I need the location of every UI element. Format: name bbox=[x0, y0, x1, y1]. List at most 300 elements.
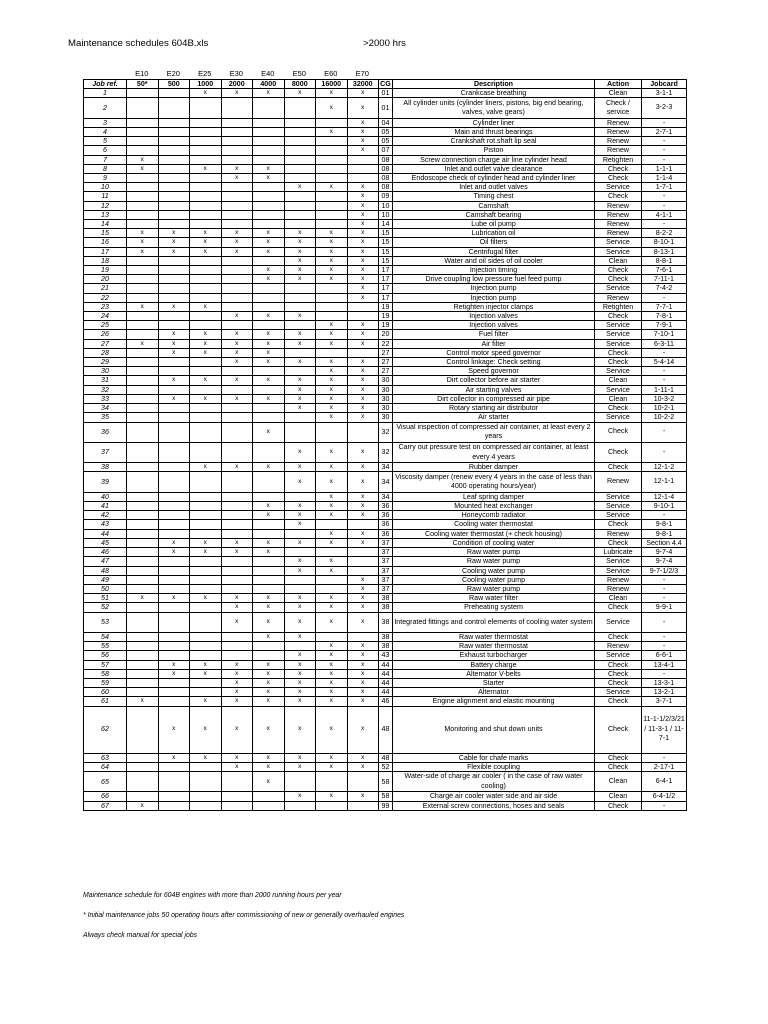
description: Raw water pump bbox=[393, 557, 595, 566]
cg-code: 20 bbox=[379, 330, 393, 339]
interval-mark bbox=[221, 293, 253, 302]
action: Check bbox=[595, 520, 642, 529]
table-row bbox=[84, 385, 687, 394]
interval-mark bbox=[253, 155, 285, 164]
table-row bbox=[84, 678, 687, 687]
interval-mark: x bbox=[158, 594, 190, 603]
interval-mark bbox=[316, 155, 348, 164]
interval-mark: x bbox=[347, 201, 379, 210]
interval-mark: x bbox=[347, 603, 379, 612]
interval-mark bbox=[284, 210, 316, 219]
description: Screw connection charge air line cylinder head bbox=[393, 155, 595, 164]
interval-mark bbox=[347, 801, 379, 810]
action: Check bbox=[595, 632, 642, 641]
jobcard: 9-8-1 bbox=[642, 529, 687, 538]
action: Check bbox=[595, 358, 642, 367]
interval-mark bbox=[221, 385, 253, 394]
interval-mark: x bbox=[316, 394, 348, 403]
interval-mark bbox=[127, 89, 159, 98]
interval-mark: x bbox=[347, 404, 379, 413]
cg-code: 10 bbox=[379, 201, 393, 210]
interval-mark bbox=[158, 404, 190, 413]
jobcard: - bbox=[642, 575, 687, 584]
interval-mark bbox=[221, 651, 253, 660]
table-row bbox=[84, 210, 687, 219]
cg-code: 44 bbox=[379, 660, 393, 669]
jobcard: 5-4-14 bbox=[642, 358, 687, 367]
table-row bbox=[84, 706, 687, 753]
interval-mark bbox=[190, 220, 222, 229]
interval-mark: x bbox=[190, 394, 222, 403]
interval-mark bbox=[284, 302, 316, 311]
jobcard: - bbox=[642, 584, 687, 593]
action: Renew bbox=[595, 293, 642, 302]
jobcard: - bbox=[642, 376, 687, 385]
interval-mark bbox=[190, 584, 222, 593]
cg-code: 17 bbox=[379, 293, 393, 302]
cg-code: 08 bbox=[379, 183, 393, 192]
cg-code: 27 bbox=[379, 358, 393, 367]
description: Dirt collector before air starter bbox=[393, 376, 595, 385]
document-title: Maintenance schedules 604B.xls bbox=[68, 38, 209, 49]
interval-mark: x bbox=[284, 762, 316, 771]
action: Renew bbox=[595, 118, 642, 127]
interval-mark: x bbox=[253, 238, 285, 247]
interval-mark: x bbox=[316, 367, 348, 376]
table-row bbox=[84, 792, 687, 801]
interval-mark: x bbox=[316, 413, 348, 422]
description: Endoscope check of cylinder head and cylinder liner bbox=[393, 174, 595, 183]
interval-mark bbox=[347, 422, 379, 442]
interval-mark: x bbox=[221, 603, 253, 612]
job-ref: 21 bbox=[84, 284, 127, 293]
interval-mark: x bbox=[190, 302, 222, 311]
interval-mark bbox=[127, 502, 159, 511]
interval-mark bbox=[284, 220, 316, 229]
interval-mark bbox=[253, 404, 285, 413]
interval-mark bbox=[190, 442, 222, 462]
interval-mark: x bbox=[347, 660, 379, 669]
interval-mark bbox=[190, 792, 222, 801]
job-ref: 19 bbox=[84, 266, 127, 275]
action: Clean bbox=[595, 394, 642, 403]
interval-mark bbox=[158, 502, 190, 511]
interval-mark bbox=[158, 575, 190, 584]
job-ref: 30 bbox=[84, 367, 127, 376]
interval-mark: x bbox=[316, 511, 348, 520]
job-ref: 43 bbox=[84, 520, 127, 529]
action: Service bbox=[595, 284, 642, 293]
interval-mark: x bbox=[190, 238, 222, 247]
table-row bbox=[84, 229, 687, 238]
jobcard: - bbox=[642, 367, 687, 376]
interval-mark bbox=[221, 275, 253, 284]
table-row bbox=[84, 284, 687, 293]
interval-mark bbox=[221, 642, 253, 651]
cg-code: 15 bbox=[379, 247, 393, 256]
interval-mark bbox=[284, 128, 316, 137]
cg-code: 37 bbox=[379, 548, 393, 557]
interval-mark: x bbox=[284, 603, 316, 612]
interval-mark: x bbox=[347, 137, 379, 146]
interval-mark: x bbox=[284, 594, 316, 603]
footer-note-3: Always check manual for special jobs bbox=[83, 932, 198, 939]
cg-code: 04 bbox=[379, 118, 393, 127]
interval-mark: x bbox=[284, 566, 316, 575]
interval-mark bbox=[221, 413, 253, 422]
interval-mark bbox=[127, 284, 159, 293]
job-ref: 45 bbox=[84, 538, 127, 547]
interval-mark bbox=[190, 210, 222, 219]
table-row bbox=[84, 594, 687, 603]
description: External screw connections, hoses and seals bbox=[393, 801, 595, 810]
interval-mark: x bbox=[253, 376, 285, 385]
interval-mark bbox=[158, 192, 190, 201]
description: Flexible coupling bbox=[393, 762, 595, 771]
job-ref: 39 bbox=[84, 472, 127, 492]
interval-mark bbox=[127, 312, 159, 321]
interval-mark bbox=[158, 266, 190, 275]
table-row bbox=[84, 155, 687, 164]
jobcard: 6-6-1 bbox=[642, 651, 687, 660]
interval-mark bbox=[347, 632, 379, 641]
interval-mark bbox=[190, 651, 222, 660]
interval-mark: x bbox=[190, 164, 222, 173]
interval-mark: x bbox=[316, 612, 348, 632]
cg-code: 19 bbox=[379, 312, 393, 321]
jobcard: 10-2-1 bbox=[642, 404, 687, 413]
interval-mark bbox=[158, 256, 190, 265]
table-row bbox=[84, 529, 687, 538]
action: Check bbox=[595, 706, 642, 753]
description: Leaf spring damper bbox=[393, 492, 595, 501]
table-row bbox=[84, 472, 687, 492]
description: Raw water thermostat bbox=[393, 632, 595, 641]
interval-mark: x bbox=[158, 753, 190, 762]
interval-mark bbox=[347, 520, 379, 529]
interval-mark bbox=[127, 753, 159, 762]
interval-mark: x bbox=[347, 753, 379, 762]
interval-mark bbox=[127, 442, 159, 462]
interval-mark bbox=[253, 256, 285, 265]
interval-mark bbox=[253, 321, 285, 330]
interval-mark: x bbox=[253, 753, 285, 762]
interval-mark: x bbox=[347, 492, 379, 501]
jobcard: 4-1-1 bbox=[642, 210, 687, 219]
table-row bbox=[84, 330, 687, 339]
table-row bbox=[84, 632, 687, 641]
cg-code: 19 bbox=[379, 321, 393, 330]
jobcard: - bbox=[642, 632, 687, 641]
interval-mark: x bbox=[316, 557, 348, 566]
hours-range: >2000 hrs bbox=[363, 38, 406, 49]
interval-mark bbox=[127, 706, 159, 753]
interval-mark: x bbox=[347, 792, 379, 801]
interval-mark bbox=[158, 584, 190, 593]
action: Check bbox=[595, 164, 642, 173]
interval-mark bbox=[127, 118, 159, 127]
col-hours-0: 50* bbox=[127, 80, 159, 89]
description: Injection valves bbox=[393, 321, 595, 330]
interval-mark: x bbox=[221, 678, 253, 687]
interval-mark bbox=[284, 422, 316, 442]
interval-mark bbox=[221, 442, 253, 462]
interval-mark bbox=[158, 520, 190, 529]
interval-mark bbox=[158, 651, 190, 660]
interval-mark: x bbox=[221, 229, 253, 238]
interval-mark bbox=[127, 321, 159, 330]
interval-mark bbox=[127, 137, 159, 146]
interval-mark bbox=[127, 792, 159, 801]
cg-code: 38 bbox=[379, 603, 393, 612]
table-row bbox=[84, 463, 687, 472]
interval-mark: x bbox=[316, 256, 348, 265]
interval-mark bbox=[221, 367, 253, 376]
interval-mark bbox=[316, 584, 348, 593]
interval-mark: x bbox=[316, 247, 348, 256]
job-ref: 46 bbox=[84, 548, 127, 557]
action: Service bbox=[595, 688, 642, 697]
interval-mark: x bbox=[284, 238, 316, 247]
interval-mark: x bbox=[253, 89, 285, 98]
interval-mark bbox=[190, 275, 222, 284]
jobcard: - bbox=[642, 801, 687, 810]
cg-code: 30 bbox=[379, 385, 393, 394]
table-row bbox=[84, 688, 687, 697]
interval-mark: x bbox=[347, 220, 379, 229]
interval-mark bbox=[127, 348, 159, 357]
interval-mark bbox=[316, 312, 348, 321]
interval-mark bbox=[316, 118, 348, 127]
job-ref: 41 bbox=[84, 502, 127, 511]
interval-mark bbox=[158, 472, 190, 492]
interval-mark: x bbox=[190, 538, 222, 547]
cg-code: 10 bbox=[379, 210, 393, 219]
interval-mark: x bbox=[347, 472, 379, 492]
cg-code: 38 bbox=[379, 594, 393, 603]
cg-code: 01 bbox=[379, 89, 393, 98]
interval-mark bbox=[158, 275, 190, 284]
jobcard: 9-7-1/2/3 bbox=[642, 566, 687, 575]
job-ref: 65 bbox=[84, 771, 127, 791]
interval-mark: x bbox=[253, 548, 285, 557]
interval-mark bbox=[284, 137, 316, 146]
interval-mark bbox=[127, 472, 159, 492]
interval-mark bbox=[190, 137, 222, 146]
description: Condition of cooling water bbox=[393, 538, 595, 547]
interval-mark bbox=[221, 201, 253, 210]
action: Check bbox=[595, 312, 642, 321]
jobcard: 8-10-1 bbox=[642, 238, 687, 247]
interval-mark bbox=[253, 137, 285, 146]
jobcard: Section 4.4 bbox=[642, 538, 687, 547]
table-row bbox=[84, 367, 687, 376]
jobcard: - bbox=[642, 137, 687, 146]
col-cg: CG bbox=[380, 80, 391, 88]
jobcard: - bbox=[642, 146, 687, 155]
jobcard: 6-3-11 bbox=[642, 339, 687, 348]
jobcard: 7-6-1 bbox=[642, 266, 687, 275]
cg-code: 30 bbox=[379, 376, 393, 385]
jobcard: - bbox=[642, 669, 687, 678]
job-ref: 6 bbox=[84, 146, 127, 155]
interval-mark: x bbox=[190, 330, 222, 339]
interval-mark: x bbox=[221, 660, 253, 669]
jobcard: - bbox=[642, 201, 687, 210]
interval-mark bbox=[158, 210, 190, 219]
interval-mark bbox=[190, 201, 222, 210]
interval-mark bbox=[347, 348, 379, 357]
description: Centrifugal filter bbox=[393, 247, 595, 256]
interval-mark bbox=[253, 492, 285, 501]
interval-mark bbox=[253, 529, 285, 538]
cg-code: 46 bbox=[379, 697, 393, 706]
action: Service bbox=[595, 612, 642, 632]
job-ref: 63 bbox=[84, 753, 127, 762]
interval-mark bbox=[190, 472, 222, 492]
interval-mark: x bbox=[253, 594, 285, 603]
interval-mark: x bbox=[190, 376, 222, 385]
interval-mark bbox=[158, 146, 190, 155]
jobcard: - bbox=[642, 753, 687, 762]
cg-code: 09 bbox=[379, 192, 393, 201]
interval-mark: x bbox=[221, 394, 253, 403]
job-ref: 23 bbox=[84, 302, 127, 311]
interval-mark bbox=[221, 801, 253, 810]
interval-mark bbox=[158, 801, 190, 810]
interval-mark: x bbox=[284, 612, 316, 632]
interval-mark: x bbox=[221, 164, 253, 173]
jobcard: - bbox=[642, 642, 687, 651]
job-ref: 26 bbox=[84, 330, 127, 339]
interval-mark: x bbox=[253, 660, 285, 669]
action: Service bbox=[595, 321, 642, 330]
interval-mark: x bbox=[316, 358, 348, 367]
interval-mark bbox=[190, 413, 222, 422]
cg-code: 48 bbox=[379, 753, 393, 762]
cg-code: 58 bbox=[379, 792, 393, 801]
jobcard: - bbox=[642, 192, 687, 201]
interval-mark: x bbox=[284, 275, 316, 284]
action: Check bbox=[595, 463, 642, 472]
interval-mark: x bbox=[284, 89, 316, 98]
interval-mark bbox=[127, 678, 159, 687]
interval-mark bbox=[190, 128, 222, 137]
interval-mark: x bbox=[284, 651, 316, 660]
description: Engine alignment and elastic mounting bbox=[393, 697, 595, 706]
interval-mark: x bbox=[347, 247, 379, 256]
job-ref: 15 bbox=[84, 229, 127, 238]
action: Check bbox=[595, 275, 642, 284]
interval-mark: x bbox=[158, 348, 190, 357]
interval-mark bbox=[127, 660, 159, 669]
job-ref: 10 bbox=[84, 183, 127, 192]
interval-mark: x bbox=[158, 302, 190, 311]
interval-mark bbox=[158, 492, 190, 501]
interval-mark bbox=[190, 520, 222, 529]
interval-mark: x bbox=[316, 339, 348, 348]
interval-mark: x bbox=[347, 697, 379, 706]
interval-mark bbox=[253, 472, 285, 492]
interval-mark: x bbox=[253, 266, 285, 275]
interval-mark bbox=[221, 575, 253, 584]
cg-code: 17 bbox=[379, 275, 393, 284]
interval-mark bbox=[284, 321, 316, 330]
col-hours-1: 500 bbox=[158, 80, 190, 89]
interval-mark bbox=[347, 566, 379, 575]
cg-code: 44 bbox=[379, 669, 393, 678]
interval-mark: x bbox=[253, 511, 285, 520]
cg-code: 36 bbox=[379, 529, 393, 538]
cg-code: 27 bbox=[379, 367, 393, 376]
job-ref: 52 bbox=[84, 603, 127, 612]
interval-mark: x bbox=[347, 651, 379, 660]
interval-mark bbox=[316, 422, 348, 442]
interval-mark: x bbox=[253, 348, 285, 357]
table-row bbox=[84, 801, 687, 810]
table-row bbox=[84, 566, 687, 575]
description: Visual inspection of compressed air container, at least every 2 years bbox=[393, 422, 595, 442]
jobcard: - bbox=[642, 422, 687, 442]
interval-mark: x bbox=[347, 98, 379, 118]
cg-code: 43 bbox=[379, 651, 393, 660]
description: Battery charge bbox=[393, 660, 595, 669]
table-row bbox=[84, 293, 687, 302]
interval-mark: x bbox=[284, 358, 316, 367]
table-row bbox=[84, 413, 687, 422]
interval-mark: x bbox=[158, 339, 190, 348]
job-ref: 36 bbox=[84, 422, 127, 442]
cg-code: 17 bbox=[379, 284, 393, 293]
interval-mark: x bbox=[190, 594, 222, 603]
interval-mark bbox=[190, 293, 222, 302]
col-jobcard: Jobcard bbox=[642, 80, 687, 89]
interval-mark bbox=[316, 548, 348, 557]
interval-mark: x bbox=[221, 688, 253, 697]
jobcard: 8-2-2 bbox=[642, 229, 687, 238]
cg-code: 37 bbox=[379, 584, 393, 593]
interval-mark bbox=[158, 678, 190, 687]
cg-code: 22 bbox=[379, 339, 393, 348]
description: Main and thrust bearings bbox=[393, 128, 595, 137]
interval-mark bbox=[221, 98, 253, 118]
interval-mark bbox=[190, 771, 222, 791]
interval-mark: x bbox=[284, 632, 316, 641]
interval-mark: x bbox=[347, 128, 379, 137]
interval-mark bbox=[190, 529, 222, 538]
job-ref: 25 bbox=[84, 321, 127, 330]
interval-mark: x bbox=[347, 183, 379, 192]
jobcard: 7-10-1 bbox=[642, 330, 687, 339]
job-ref: 17 bbox=[84, 247, 127, 256]
interval-mark: x bbox=[347, 275, 379, 284]
description: Alternator bbox=[393, 688, 595, 697]
interval-mark bbox=[221, 632, 253, 641]
table-row bbox=[84, 651, 687, 660]
interval-mark: x bbox=[347, 584, 379, 593]
interval-mark: x bbox=[190, 697, 222, 706]
description: Speed governor bbox=[393, 367, 595, 376]
description: Cooling water pump bbox=[393, 575, 595, 584]
cg-code: 44 bbox=[379, 688, 393, 697]
interval-mark bbox=[253, 413, 285, 422]
interval-mark bbox=[127, 688, 159, 697]
interval-mark: x bbox=[158, 548, 190, 557]
table-row bbox=[84, 575, 687, 584]
description: Injection timing bbox=[393, 266, 595, 275]
interval-mark bbox=[253, 642, 285, 651]
cg-code: 08 bbox=[379, 174, 393, 183]
